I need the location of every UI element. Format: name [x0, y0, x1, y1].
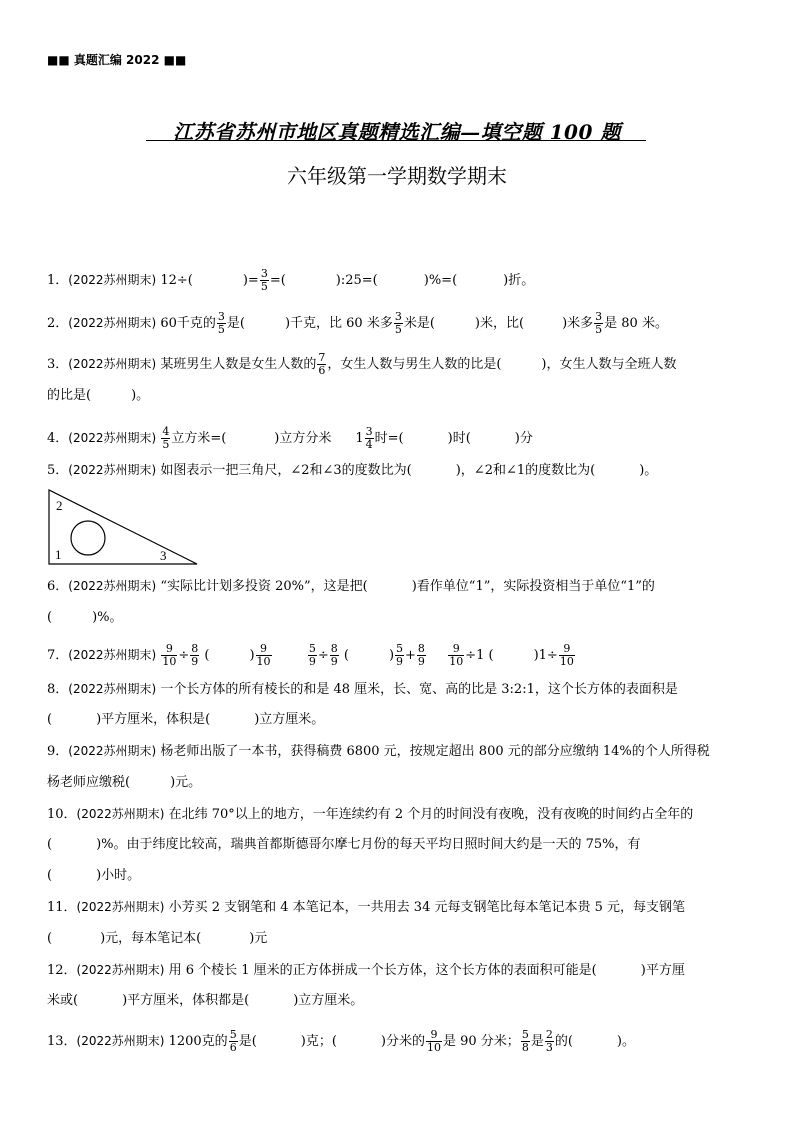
- question-source: (2022苏州期末): [68, 648, 157, 662]
- question-text: +: [405, 648, 416, 663]
- question-text: 4．: [47, 431, 69, 446]
- fraction: [448, 643, 464, 668]
- question-text: )小时。: [96, 868, 141, 883]
- question-text: (: [47, 837, 53, 852]
- question-text: )时(: [447, 431, 471, 446]
- question-text: 4: [365, 438, 373, 451]
- question-text: 1200克的: [168, 1034, 228, 1049]
- question-text: 是: [530, 1034, 544, 1049]
- question-text: 杨老师出版了一本书，获得稿费 6800 元，按规定超出 800 元的部分应缴纳 14%的个人所得税: [160, 744, 710, 759]
- question-text: )米，比(: [474, 316, 525, 331]
- question-text: 时=(: [374, 431, 404, 446]
- question-text: 12÷(: [160, 273, 193, 288]
- question-text: (: [47, 712, 53, 727]
- fraction: [545, 1029, 554, 1054]
- question-number: 1．: [47, 273, 69, 288]
- question-text: 11．: [47, 900, 77, 915]
- question-text: 4: [162, 425, 170, 438]
- question-text: ÷1: [465, 648, 485, 663]
- question-text: 12．: [47, 963, 77, 978]
- question-text: 6．: [47, 579, 69, 594]
- question-text: ): [249, 648, 255, 663]
- question-source: (2022苏州期末): [68, 579, 157, 593]
- question-12: [47, 962, 685, 979]
- question-11-cont: [47, 931, 267, 947]
- fraction: [229, 1029, 238, 1054]
- question-text: 3．: [47, 357, 69, 372]
- question-text: )折。: [503, 273, 535, 288]
- question-text: )立方分米: [274, 431, 332, 446]
- fraction: [161, 643, 177, 668]
- question-text: 8: [521, 1041, 529, 1054]
- question-text: 的比是(: [47, 388, 92, 403]
- question-source: (2022苏州期末): [68, 463, 157, 477]
- question-text: 10．: [47, 807, 77, 822]
- question-text: )立方厘米。: [254, 712, 325, 727]
- question-text: 是(: [238, 1034, 257, 1049]
- question-text: )分: [514, 431, 533, 446]
- fraction: [594, 311, 603, 336]
- triangle-ruler-diagram: [47, 488, 207, 568]
- question-text: 5: [162, 438, 170, 451]
- fraction: [256, 643, 272, 668]
- question-text: 9．: [47, 744, 69, 759]
- question-text: 如图表示一把三角尺，∠2和∠3的度数比为(: [160, 463, 412, 478]
- question-text: ): [388, 648, 395, 663]
- angle-3-label: 3: [160, 548, 167, 563]
- question-13: [47, 1029, 635, 1054]
- fraction: [395, 643, 404, 668]
- question-text: 某班男生人数是女生人数的: [160, 357, 317, 372]
- title-underline: [146, 140, 646, 141]
- question-4: [47, 426, 533, 451]
- question-text: )看作单位“1”，实际投资相当于单位“1”的: [411, 579, 655, 594]
- question-text: 9: [330, 655, 338, 668]
- question-text: 8: [330, 642, 338, 655]
- question-text: )分米的: [380, 1034, 425, 1049]
- question-text: 在北纬 70°以上的地方，一年连续约有 2 个月的时间没有夜晚，没有夜晚的时间约占全年的: [168, 807, 694, 822]
- question-text: 3: [394, 310, 402, 323]
- question-text: 1: [355, 431, 364, 446]
- question-text: 小芳买 2 支钢笔和 4 本笔记本，一共用去 34 元每支钢笔比每本笔记本贵 5 元，每支钢笔: [168, 900, 686, 915]
- question-text: 9: [448, 643, 464, 656]
- question-text: )平方厘米，体积都是(: [122, 993, 250, 1008]
- question-text: 5: [595, 323, 603, 336]
- question-text: )，∠2和∠1的度数比为(: [455, 463, 596, 478]
- question-text: 9: [191, 655, 199, 668]
- question-text: 杨老师应缴税(: [47, 775, 131, 790]
- question-text: 2．: [47, 316, 69, 331]
- question-source: (2022苏州期末): [68, 431, 157, 445]
- fraction: [161, 426, 170, 451]
- question-10-cont2: [47, 868, 140, 884]
- header-tag: ■■ 真题汇编 2022 ■■: [47, 53, 187, 67]
- question-8: [47, 681, 678, 698]
- question-text: 8．: [47, 682, 69, 697]
- question-text: (: [204, 648, 210, 663]
- question-text: 5: [394, 323, 402, 336]
- question-text: 9: [396, 655, 404, 668]
- question-6: [47, 578, 655, 595]
- question-text: 米或(: [47, 993, 79, 1008]
- question-text: 9: [426, 1029, 442, 1042]
- question-text: )，女生人数与全班人数: [541, 357, 677, 372]
- question-source: (2022苏州期末): [68, 316, 157, 330]
- question-text: )%。: [92, 610, 123, 625]
- question-text: 6: [318, 364, 326, 377]
- question-text: 是 80 米。: [604, 316, 668, 331]
- question-text: 7: [318, 351, 326, 364]
- question-source: (2022苏州期末): [76, 807, 165, 821]
- question-text: 3: [595, 310, 603, 323]
- question-text: )元: [249, 931, 268, 946]
- question-text: 的(: [554, 1034, 573, 1049]
- question-10: [47, 806, 693, 823]
- question-1: [47, 268, 534, 293]
- question-text: 10: [559, 655, 574, 668]
- question-text: 10: [256, 655, 271, 668]
- question-text: (: [47, 931, 53, 946]
- fraction: [260, 268, 269, 293]
- question-text: )克；(: [300, 1034, 337, 1049]
- question-8-cont: [47, 712, 324, 728]
- question-text: 5: [260, 280, 268, 293]
- question-text: =(: [269, 273, 286, 288]
- question-text: ，女生人数与男生人数的比是(: [327, 357, 502, 372]
- question-source: (2022苏州期末): [68, 682, 157, 696]
- question-text: (: [343, 648, 349, 663]
- question-text: 5: [229, 1028, 237, 1041]
- fraction: [317, 352, 326, 377]
- question-text: ):25=(: [335, 273, 378, 288]
- question-text: 10: [162, 655, 177, 668]
- question-text: )元，每本笔记本(: [100, 931, 202, 946]
- question-text: ÷: [317, 648, 329, 663]
- question-text: 5: [396, 642, 404, 655]
- question-text: )。: [131, 388, 150, 403]
- question-text: 13．: [47, 1034, 77, 1049]
- fraction: [330, 643, 339, 668]
- question-9-cont: [47, 775, 201, 791]
- question-text: 9: [256, 643, 272, 656]
- question-text: 5: [521, 1028, 529, 1041]
- question-text: 用 6 个棱长 1 厘米的正方体拼成一个长方体，这个长方体的表面积可能是(: [168, 963, 597, 978]
- question-text: )立方厘米。: [293, 993, 364, 1008]
- question-text: “实际比计划多投资 20%”，这是把(: [160, 579, 368, 594]
- fraction: [559, 643, 575, 668]
- question-text: 9: [559, 643, 575, 656]
- question-text: )千克，比 60 米多: [284, 316, 393, 331]
- question-text: )平方厘米，体积是(: [96, 712, 211, 727]
- angle-2-label: 2: [56, 498, 63, 513]
- question-text: )米多: [562, 316, 594, 331]
- question-text: 5．: [47, 463, 69, 478]
- question-text: 8: [191, 642, 199, 655]
- question-3-cont: [47, 388, 149, 404]
- question-text: 5: [308, 642, 316, 655]
- question-6-cont: [47, 610, 123, 626]
- question-text: )元。: [170, 775, 202, 790]
- fraction: [426, 1029, 442, 1054]
- question-source: (2022苏州期末): [76, 1034, 165, 1048]
- question-text: 2: [545, 1028, 553, 1041]
- question-2: [47, 311, 668, 336]
- question-text: 5: [217, 323, 225, 336]
- question-text: 9: [161, 643, 177, 656]
- question-text: 6: [229, 1041, 237, 1054]
- question-text: )%。由于纬度比较高，瑞典首都斯德哥尔摩七月份的每天平均日照时间大约是一天的 75%，有: [96, 837, 641, 852]
- question-7: [47, 643, 576, 668]
- question-10-cont: [47, 837, 641, 853]
- question-text: 8: [417, 642, 425, 655]
- fraction: [521, 1029, 530, 1054]
- question-text: )平方厘: [640, 963, 685, 978]
- question-source: (2022苏州期末): [68, 357, 157, 371]
- question-text: )=: [242, 273, 259, 288]
- question-11: [47, 899, 685, 916]
- question-text: (: [47, 610, 53, 625]
- question-text: )。: [639, 463, 658, 478]
- question-source: (2022苏州期末): [76, 963, 165, 977]
- question-text: )1÷: [533, 648, 558, 663]
- question-text: 7．: [47, 648, 69, 663]
- question-text: 9: [308, 655, 316, 668]
- main-title: 江苏省苏州市地区真题精选汇编—填空题 100 题: [173, 120, 621, 144]
- question-text: )。: [616, 1034, 635, 1049]
- question-12-cont: [47, 993, 363, 1009]
- question-text: 10: [449, 655, 464, 668]
- question-3: [47, 352, 677, 377]
- question-text: 立方米=(: [171, 431, 227, 446]
- fraction: [190, 643, 199, 668]
- question-text: 3: [217, 310, 225, 323]
- question-text: 3: [260, 267, 268, 280]
- question-source: (2022苏州期末): [68, 273, 157, 287]
- question-source: (2022苏州期末): [76, 900, 165, 914]
- question-text: 米是(: [403, 316, 435, 331]
- fraction: [308, 643, 317, 668]
- sub-title: 六年级第一学期数学期末: [287, 164, 507, 188]
- fraction: [417, 643, 426, 668]
- question-text: ÷: [178, 648, 190, 663]
- angle-1-label: 1: [55, 547, 62, 562]
- fraction: [217, 311, 226, 336]
- question-text: )%=(: [423, 273, 458, 288]
- question-text: 10: [427, 1041, 441, 1054]
- question-5: [47, 462, 657, 479]
- question-text: (: [47, 868, 53, 883]
- question-text: 9: [417, 655, 425, 668]
- question-text: 3: [545, 1041, 553, 1054]
- question-text: 一个长方体的所有棱长的和是 48 厘米，长、宽、高的比是 3:2:1，这个长方体的表面积是: [160, 682, 678, 697]
- fraction: [365, 426, 374, 451]
- question-text: 3: [365, 425, 373, 438]
- question-text: 是 90 分米；: [443, 1034, 520, 1049]
- question-text: 是(: [226, 316, 245, 331]
- question-text: (: [488, 648, 494, 663]
- question-source: (2022苏州期末): [68, 744, 157, 758]
- question-text: 60千克的: [160, 316, 216, 331]
- question-9: [47, 743, 710, 760]
- fraction: [394, 311, 403, 336]
